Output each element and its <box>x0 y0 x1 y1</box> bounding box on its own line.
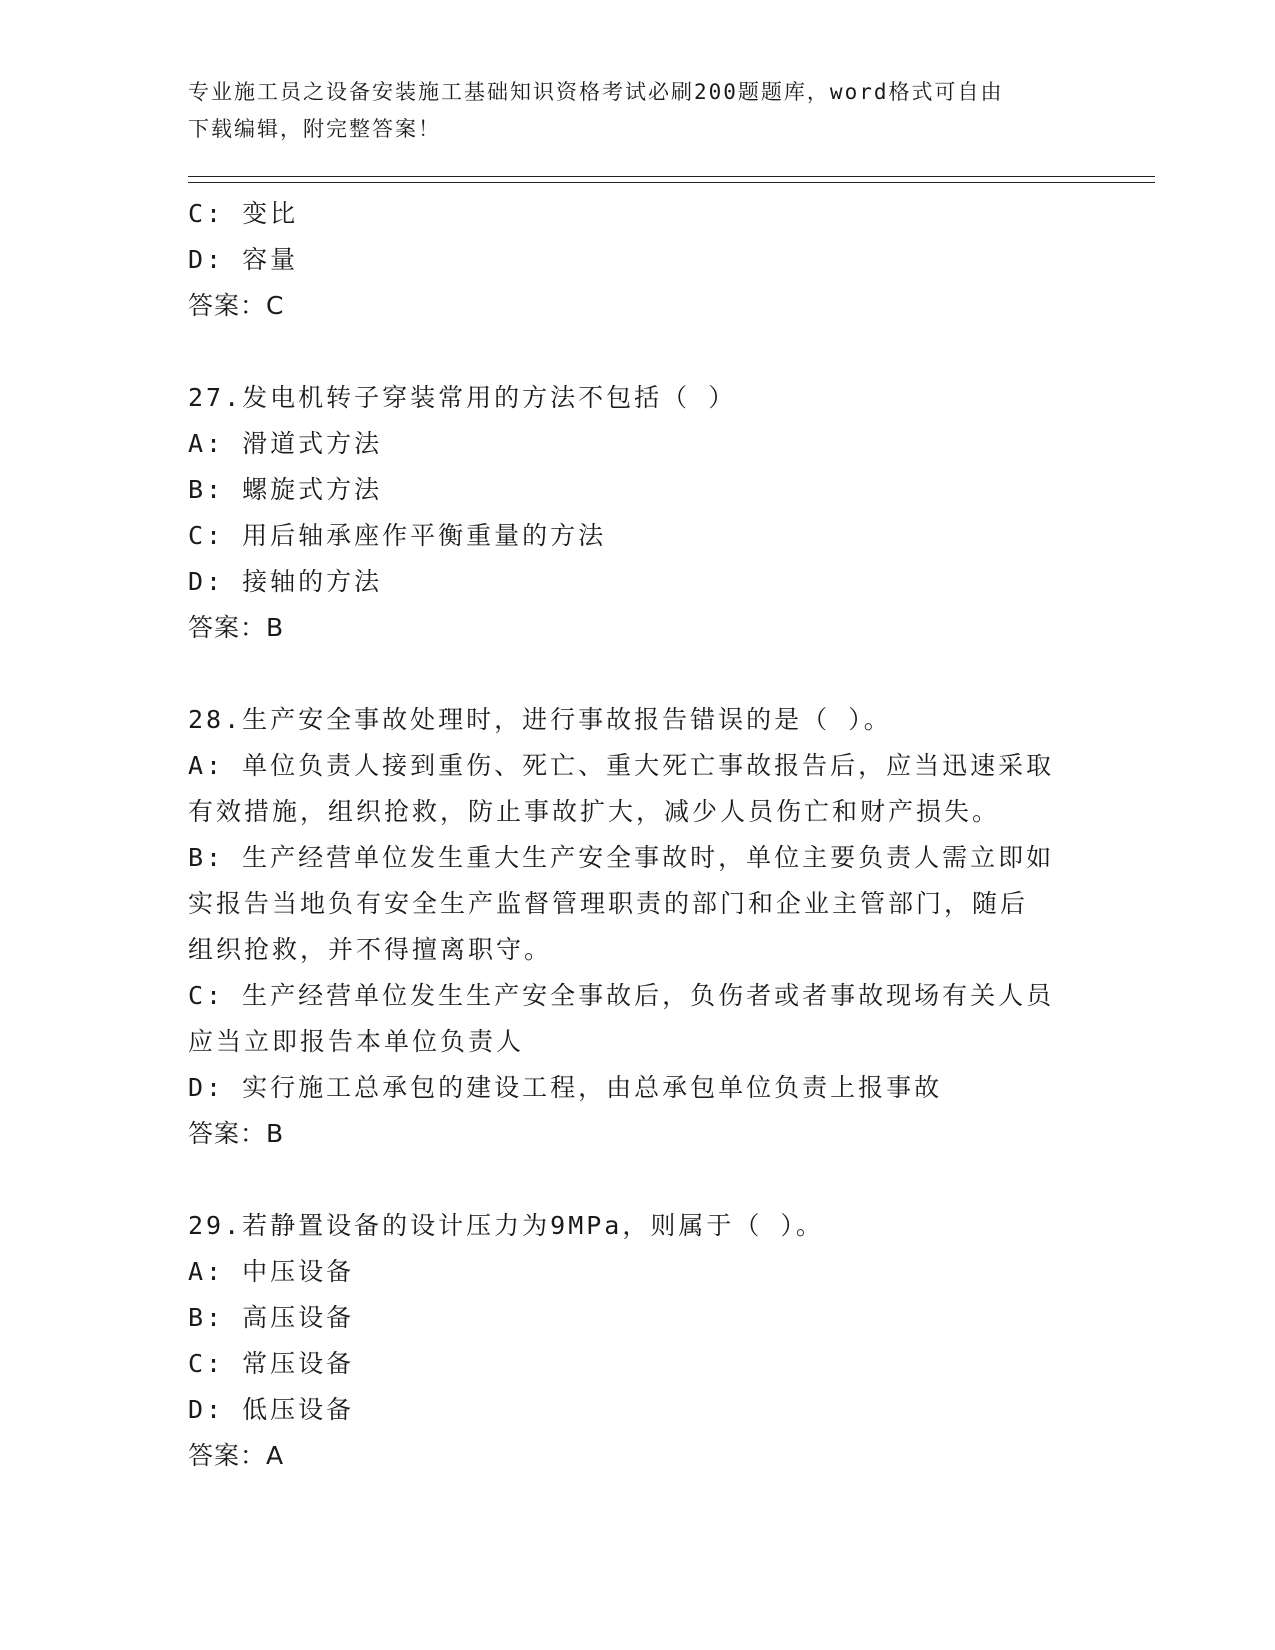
q28-answer: 答案：B <box>188 1119 285 1148</box>
q28-option-a-line-1: A: 单位负责人接到重伤、死亡、重大死亡事故报告后，应当迅速采取 <box>188 751 1055 780</box>
header-line-1: 专业施工员之设备安装施工基础知识资格考试必刷200题题库，word格式可自由 <box>188 80 1004 104</box>
spacer <box>188 651 1088 697</box>
q27-option-c: C: 用后轴承座作平衡重量的方法 <box>188 521 607 550</box>
spacer <box>188 1157 1088 1203</box>
q27-option-d: D: 接轴的方法 <box>188 567 383 596</box>
question-29: 29.若静置设备的设计压力为9MPa，则属于（ ）。 <box>188 1211 824 1240</box>
document-header <box>188 74 1088 148</box>
option-d: D: 容量 <box>188 245 299 274</box>
q28-option-c-line-2: 应当立即报告本单位负责人 <box>188 1027 525 1056</box>
q27-answer: 答案：B <box>188 613 285 642</box>
spacer <box>188 329 1088 375</box>
q29-option-b: B: 高压设备 <box>188 1303 355 1332</box>
q28-option-c-line-1: C: 生产经营单位发生生产安全事故后，负伤者或者事故现场有关人员 <box>188 981 1055 1010</box>
question-list <box>188 191 1088 1479</box>
q29-option-d: D: 低压设备 <box>188 1395 355 1424</box>
q28-option-b-line-2: 实报告当地负有安全生产监督管理职责的部门和企业主管部门，随后 <box>188 889 1029 918</box>
option-c: C: 变比 <box>188 199 299 228</box>
header-divider-bottom <box>188 182 1155 183</box>
answer: 答案：C <box>188 291 285 320</box>
question-28: 28.生产安全事故处理时，进行事故报告错误的是（ ）。 <box>188 705 892 734</box>
q27-option-b: B: 螺旋式方法 <box>188 475 383 504</box>
q29-answer: 答案：A <box>188 1441 285 1470</box>
question-27: 27.发电机转子穿装常用的方法不包括（ ） <box>188 383 737 412</box>
q29-option-a: A: 中压设备 <box>188 1257 355 1286</box>
header-line-2: 下载编辑，附完整答案！ <box>188 117 441 141</box>
q28-option-b-line-3: 组织抢救，并不得擅离职守。 <box>188 935 553 964</box>
q28-option-d: D: 实行施工总承包的建设工程，由总承包单位负责上报事故 <box>188 1073 943 1102</box>
q29-option-c: C: 常压设备 <box>188 1349 355 1378</box>
q28-option-b-line-1: B: 生产经营单位发生重大生产安全事故时，单位主要负责人需立即如 <box>188 843 1055 872</box>
header-divider-top <box>188 176 1155 177</box>
q27-option-a: A: 滑道式方法 <box>188 429 383 458</box>
q28-option-a-line-2: 有效措施，组织抢救，防止事故扩大，减少人员伤亡和财产损失。 <box>188 797 1001 826</box>
